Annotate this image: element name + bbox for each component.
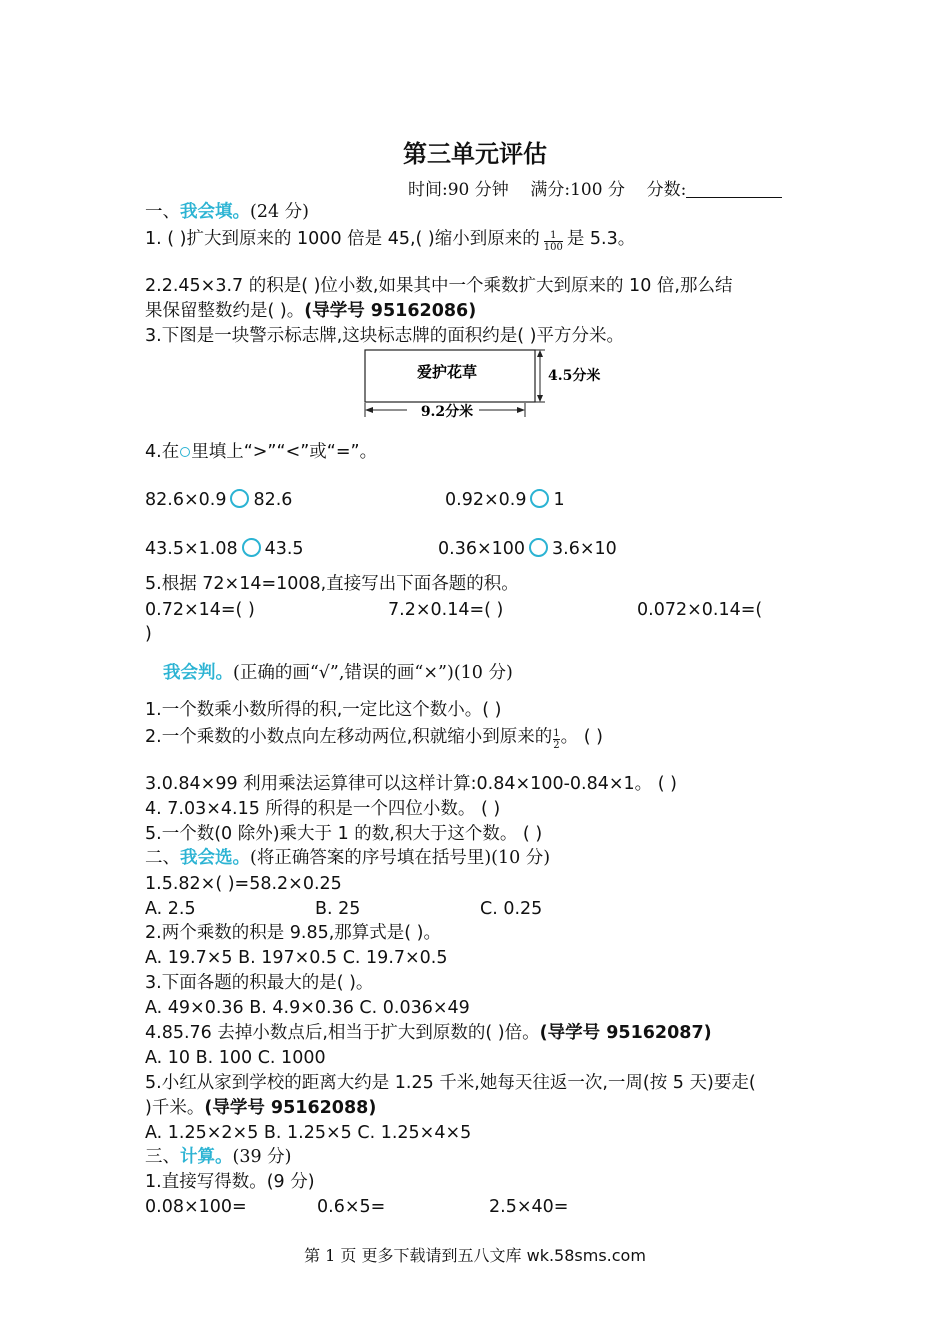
q4-text-b: 里填上“>”“<”或“=”。: [191, 442, 378, 462]
full-score: 满分:100 分: [530, 180, 625, 200]
section3-prefix: 二、: [145, 848, 180, 868]
choice-4-text: 4.85.76 去掉小数点后,相当于扩大到原数的( )倍。: [145, 1023, 540, 1043]
section2-header: [163, 662, 513, 684]
section4-header: [145, 1146, 292, 1168]
compare-4-circle-icon[interactable]: [529, 538, 548, 557]
calc-1-item-b: 0.6×5=: [317, 1197, 386, 1217]
q3: 3.下图是一块警示标志牌,这块标志牌的面积约是( )平方分米。: [145, 326, 624, 346]
q5-item-c-cont: ): [145, 624, 152, 644]
section4-points: (39 分): [232, 1147, 292, 1167]
judge-4: 4. 7.03×4.15 所得的积是一个四位小数。 ( ): [145, 799, 501, 819]
q1-fraction: [543, 230, 563, 253]
footer-text: 第 1 页 更多下载请到五八文库: [304, 1246, 527, 1265]
sign-height-label: 4.5分米: [548, 368, 601, 384]
compare-4: [438, 538, 617, 560]
compare-1-circle-icon[interactable]: [230, 489, 249, 508]
q5-item-b: 7.2×0.14=( ): [388, 600, 504, 620]
judge-2: [145, 726, 603, 751]
section2-name: 我会判。: [163, 663, 233, 683]
section4-name: 计算。: [180, 1147, 233, 1167]
judge-2-text-b: 。 ( ): [560, 727, 603, 747]
section1-prefix: 一、: [145, 202, 180, 222]
compare-2-left: 0.92×0.9: [445, 490, 527, 510]
section3-rest: (将正确答案的序号填在括号里)(10 分): [250, 848, 551, 868]
q4: [145, 441, 377, 463]
choice-1-option-b: B. 25: [315, 899, 361, 919]
choice-2-options: A. 19.7×5 B. 197×0.5 C. 19.7×0.5: [145, 948, 448, 968]
choice-4: [145, 1022, 712, 1044]
compare-2-right: 1: [553, 490, 565, 510]
choice-4-options: A. 10 B. 100 C. 1000: [145, 1048, 326, 1068]
judge-2-text-a: 2.一个乘数的小数点向左移动两位,积就缩小到原来的: [145, 727, 553, 747]
choice-2: 2.两个乘数的积是 9.85,那算式是( )。: [145, 923, 442, 943]
compare-2-circle-icon[interactable]: [530, 489, 549, 508]
choice-1: 1.5.82×( )=58.2×0.25: [145, 874, 342, 894]
q2-text: 果保留整数约是( )。: [145, 301, 305, 321]
calc-1-item-c: 2.5×40=: [489, 1197, 569, 1217]
choice-3: 3.下面各题的积最大的是( )。: [145, 973, 374, 993]
section2-rest: (正确的画“√”,错误的画“×”)(10 分): [233, 663, 513, 683]
exam-meta: [408, 175, 782, 200]
circle-icon: [180, 447, 190, 457]
judge-5: 5.一个数(0 除外)乘大于 1 的数,积大于这个数。 ( ): [145, 824, 543, 844]
q2-line1: 2.2.45×3.7 的积是( )位小数,如果其中一个乘数扩大到原来的 10 倍,那么结: [145, 276, 733, 296]
q4-text-a: 4.在: [145, 442, 180, 462]
compare-4-right: 3.6×10: [552, 539, 617, 559]
compare-4-left: 0.36×100: [438, 539, 526, 559]
choice-5-line2: [145, 1097, 376, 1119]
section1-name: 我会填。: [180, 202, 250, 222]
choice-3-options: A. 49×0.36 B. 4.9×0.36 C. 0.036×49: [145, 998, 470, 1018]
q1: [145, 228, 636, 253]
q2-line2: [145, 300, 476, 322]
page-title: 第三单元评估: [403, 139, 547, 168]
compare-1-right: 82.6: [253, 490, 293, 510]
section4-prefix: 三、: [145, 1147, 180, 1167]
compare-3: [145, 538, 304, 560]
calc-1-item-a: 0.08×100=: [145, 1197, 247, 1217]
judge-2-frac-den: 2: [553, 740, 560, 751]
compare-3-circle-icon[interactable]: [242, 538, 261, 557]
q5-item-a: 0.72×14=( ): [145, 600, 255, 620]
sign-text: 爱护花草: [416, 363, 478, 381]
section3-header: [145, 847, 550, 869]
footer-link[interactable]: wk.58sms.com: [526, 1246, 646, 1265]
choice-1-option-c: C. 0.25: [480, 899, 543, 919]
choice-5-text: )千米。: [145, 1098, 205, 1118]
q1-text-b: 是 5.3。: [566, 229, 636, 249]
choice-1-option-a: A. 2.5: [145, 899, 196, 919]
q5: 5.根据 72×14=1008,直接写出下面各题的积。: [145, 574, 519, 594]
compare-3-right: 43.5: [264, 539, 304, 559]
time-limit: 时间:90 分钟: [408, 180, 509, 200]
q1-frac-num: 1: [550, 230, 557, 241]
compare-3-left: 43.5×1.08: [145, 539, 238, 559]
q1-text-a: 1. ( )扩大到原来的 1000 倍是 45,( )缩小到原来的: [145, 229, 540, 249]
choice-5-guide-no: (导学号 95162088): [204, 1098, 377, 1118]
choice-4-guide-no: (导学号 95162087): [539, 1023, 712, 1043]
compare-2: [445, 489, 565, 511]
warning-sign-figure: [355, 345, 601, 425]
q5-item-c: 0.072×0.14=(: [637, 600, 763, 620]
q2-guide-no: (导学号 95162086): [304, 301, 477, 321]
score-label: 分数:: [646, 180, 687, 200]
section1-points: (24 分): [250, 202, 309, 222]
section3-name: 我会选。: [180, 848, 250, 868]
compare-1-left: 82.6×0.9: [145, 490, 227, 510]
q1-frac-den: 100: [543, 242, 563, 253]
calc-1: 1.直接写得数。(9 分): [145, 1172, 315, 1192]
compare-1: [145, 489, 292, 511]
sign-width-label: 9.2分米: [420, 404, 474, 420]
section1-header: [145, 201, 309, 223]
page-footer: [0, 1243, 950, 1266]
judge-2-frac-num: 1: [553, 728, 560, 739]
judge-1: 1.一个数乘小数所得的积,一定比这个数小。( ): [145, 700, 502, 720]
choice-5-line1: 5.小红从家到学校的距离大约是 1.25 千米,她每天往返一次,一周(按 5 天)要走(: [145, 1073, 756, 1093]
judge-3: 3.0.84×99 利用乘法运算律可以这样计算:0.84×100-0.84×1。 ( ): [145, 774, 677, 794]
judge-2-fraction: [553, 728, 560, 751]
score-blank: [686, 181, 782, 198]
choice-5-options: A. 1.25×2×5 B. 1.25×5 C. 1.25×4×5: [145, 1123, 472, 1143]
